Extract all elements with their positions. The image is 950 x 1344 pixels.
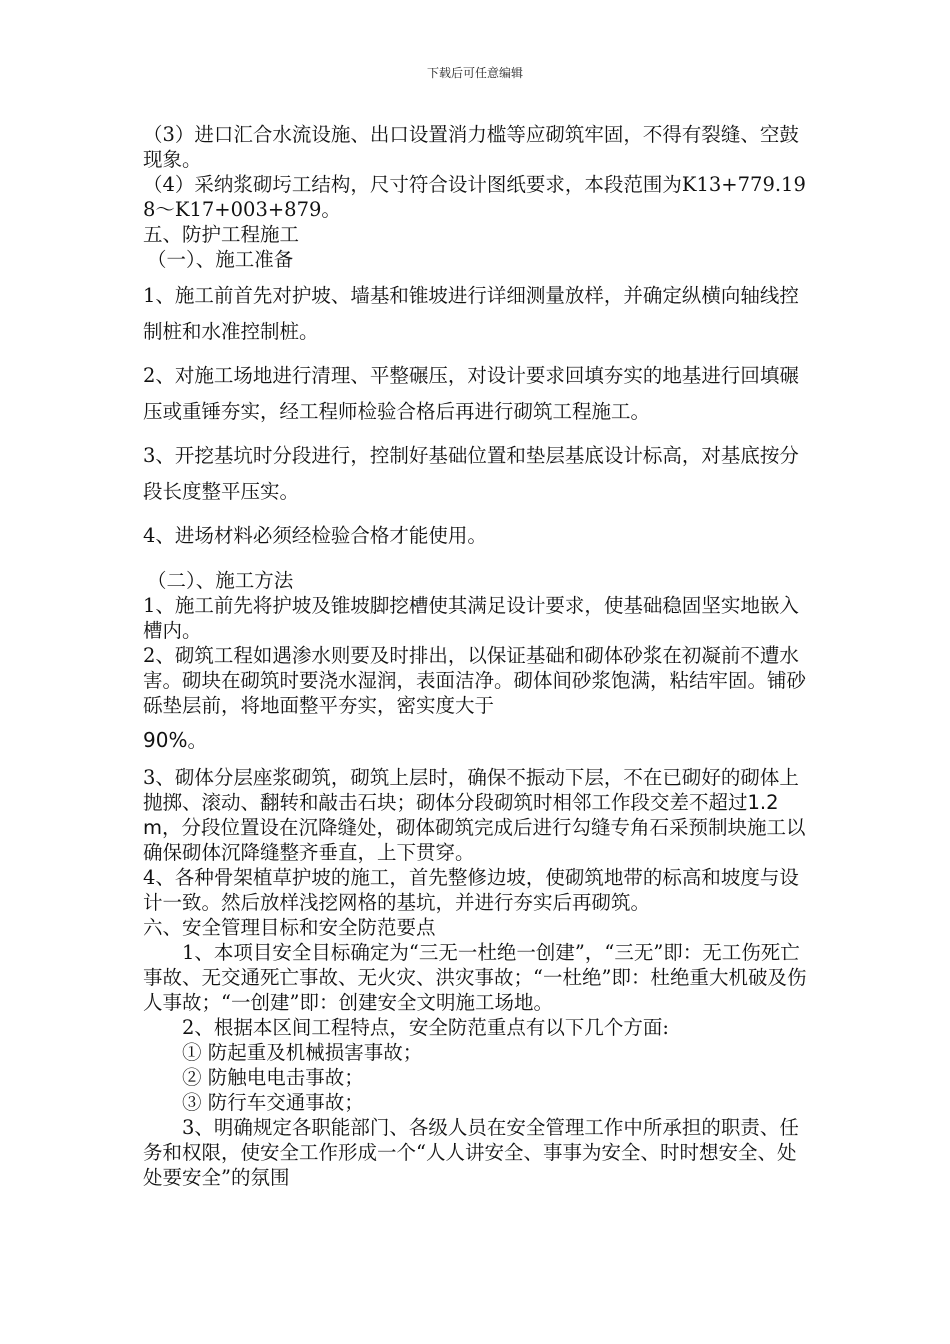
safety-item-2: 2、根据本区间工程特点，安全防范重点有以下几个方面: xyxy=(182,1016,669,1039)
method-item-3-text-a: 3、砌体分层座浆砌筑，砌筑上层时，确保不振动下层，不在已砌好的砌体上抛掷、滚动、翻转和敲击石块；砌体分段砌筑时相邻工作段交差不超过 xyxy=(143,766,799,814)
method-item-1: 1、施工前先将护坡及锥坡脚挖槽使其满足设计要求，使基础稳固坚实地嵌入槽内。 xyxy=(143,594,799,642)
safety-item-3: 3、明确规定各职能部门、各级人员在安全管理工作中所承担的职责、任务和权限，使安全工作形成一个“人人讲安全、事事为安全、时时想安全、处处要安全”的氛围 xyxy=(143,1116,799,1189)
method-item-3 xyxy=(143,765,813,865)
document-body xyxy=(143,122,813,1190)
prep-item-2: 2、对施工场地进行清理、平整碾压，对设计要求回填夯实的地基进行回填碾压或重锤夯实，经工程师检验合格后再进行砌筑工程施工。 xyxy=(143,364,799,423)
section-heading-5: 五、防护工程施工 xyxy=(143,223,300,246)
method-item-2-percent: 90%。 xyxy=(143,728,208,752)
method-item-3-text-b: ，分段位置设在沉降缝处，砌体砌筑完成后进行勾缝专角石采预制块施工以确保砌体沉降缝整齐垂直，上下贯穿。 xyxy=(143,816,806,864)
method-item-2-text: 2、砌筑工程如遇渗水则要及时排出，以保证基础和砌体砂浆在初凝前不遭水害。砌块在砌筑时要浇水湿润，表面洁净。砌体间砂浆饱满，粘结牢固。铺砂砾垫层前，将地面整平夯实，密实度大于 xyxy=(143,644,807,717)
page-header: 下载后可任意编辑 xyxy=(426,66,523,80)
prep-item-3: 3、开挖基坑时分段进行，控制好基础位置和垫层基底设计标高，对基底按分段长度整平压实。 xyxy=(143,444,799,503)
safety-point-1: ① 防起重及机械损害事故； xyxy=(182,1041,423,1064)
prep-item-4: 4、进场材料必须经检验合格才能使用。 xyxy=(143,524,487,547)
safety-item-1: 1、本项目安全目标确定为“三无一杜绝一创建”，“三无”即：无工伤死亡事故、无交通死亡事故、无火灾、洪灾事故；“一杜绝”即：杜绝重大机破及伤人事故；“一创建”即：创建安全文明施工场地。 xyxy=(143,941,807,1014)
method-item-2 xyxy=(143,643,813,718)
method-item-4: 4、各种骨架植草护坡的施工，首先整修边坡，使砌筑地带的标高和坡度与设计一致。然后放样浅挖网格的基坑，并进行夯实后再砌筑。 xyxy=(143,866,799,914)
subheading-method: （二）、施工方法 xyxy=(147,569,294,592)
prep-item-1: 1、施工前首先对护坡、墙基和锥坡进行详细测量放样，并确定纵横向轴线控制桩和水准控制桩。 xyxy=(143,284,799,343)
method-item-3-number: 1.2m xyxy=(143,791,779,839)
safety-point-2: ② 防触电电击事故； xyxy=(182,1066,364,1089)
safety-point-3: ③ 防行车交通事故； xyxy=(182,1091,364,1114)
section-heading-6: 六、安全管理目标和安全防范要点 xyxy=(143,916,436,939)
subheading-preparation: （一）、施工准备 xyxy=(147,248,294,271)
paragraph-item-3: （3）进口汇合水流设施、出口设置消力槛等应砌筑牢固，不得有裂缝、空鼓现象。 xyxy=(143,123,799,171)
paragraph-item-4: （4）采纳浆砌圬工结构，尺寸符合设计图纸要求，本段范围为K13+779.198～K17+003+879。 xyxy=(143,173,806,221)
